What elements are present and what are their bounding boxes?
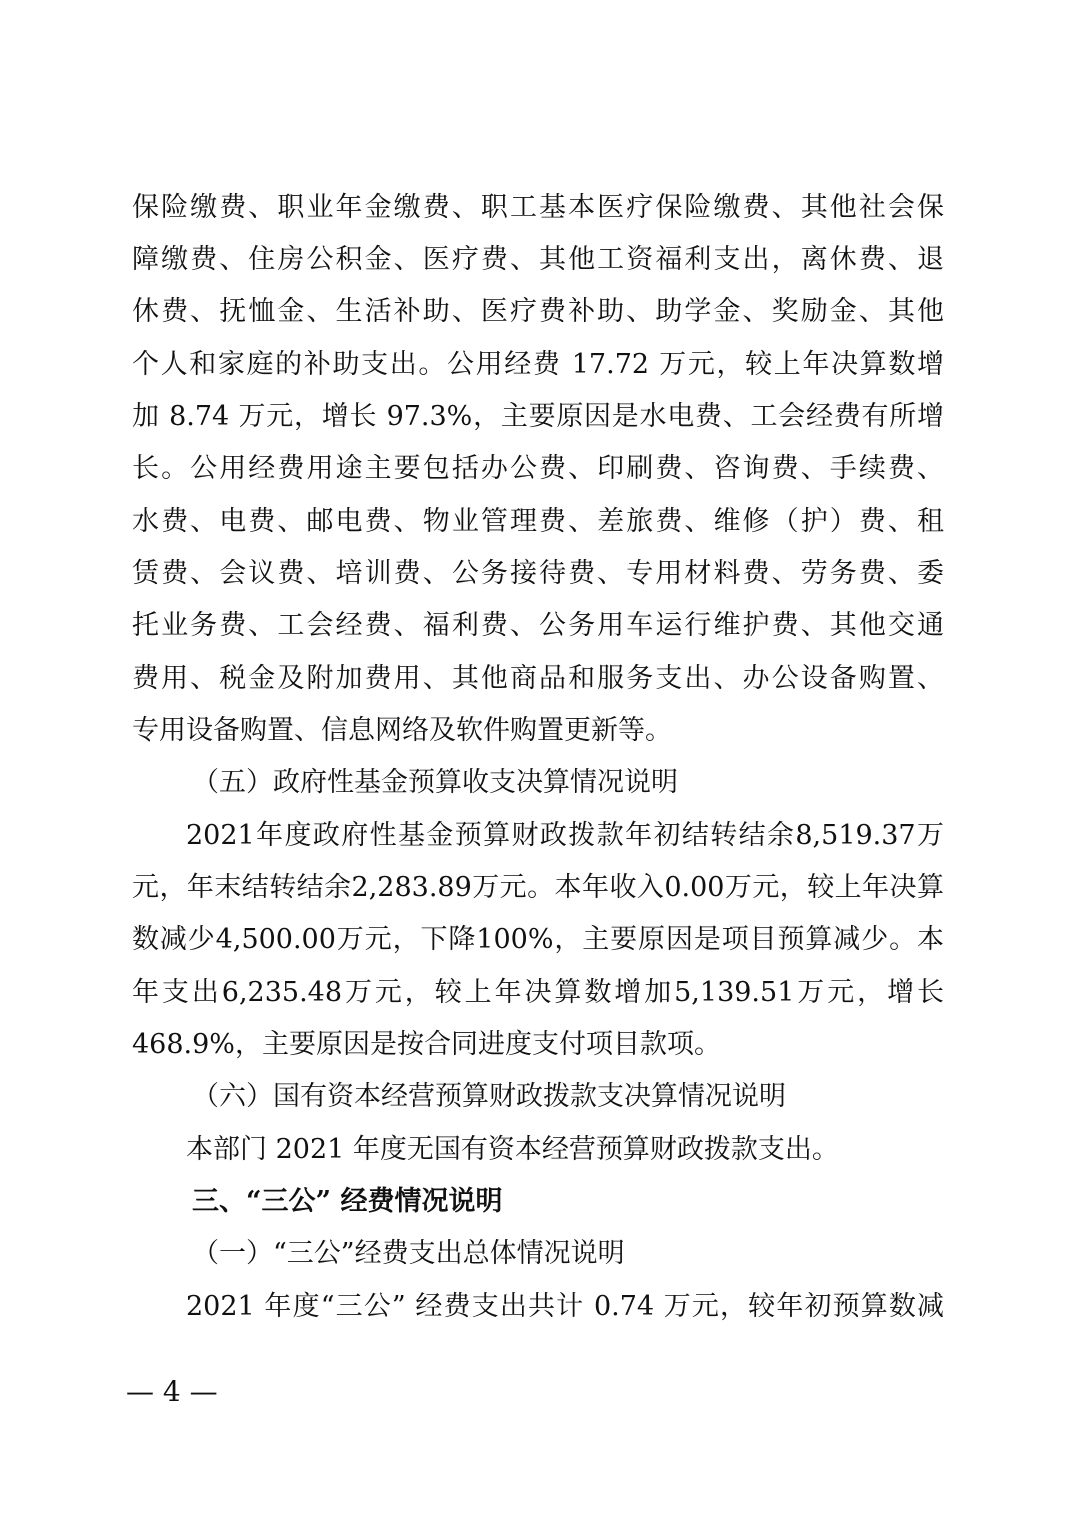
section-6-line: 本部门 2021 年度无国有资本经营预算财政拨款支出。 xyxy=(186,1134,839,1165)
section-5-line-1: 2021年度政府性基金预算财政拨款年初结转结余8,519.37万 xyxy=(186,820,944,851)
body-line-9: 托业务费、工会经费、福利费、公务用车运行维护费、其他交通 xyxy=(132,610,944,641)
section-5-line-5: 468.9%，主要原因是按合同进度支付项目款项。 xyxy=(132,1029,721,1060)
section-5-line-2: 元，年末结转结余2,283.89万元。本年收入0.00万元，较上年决算 xyxy=(132,872,944,903)
body-line-10: 费用、税金及附加费用、其他商品和服务支出、办公设备购置、 xyxy=(132,663,944,694)
body-line-1: 保险缴费、职业年金缴费、职工基本医疗保险缴费、其他社会保 xyxy=(132,192,944,223)
section-3-line: 2021 年度“三公” 经费支出共计 0.74 万元，较年初预算数减 xyxy=(186,1291,944,1322)
section-5-heading: （五）政府性基金预算收支决算情况说明 xyxy=(192,767,678,798)
section-5-line-3: 数减少4,500.00万元，下降100%，主要原因是项目预算减少。本 xyxy=(132,924,944,955)
body-line-3: 休费、抚恤金、生活补助、医疗费补助、助学金、奖励金、其他 xyxy=(132,296,944,327)
page-number: — 4 — xyxy=(126,1375,218,1408)
body-line-7: 水费、电费、邮电费、物业管理费、差旅费、维修（护）费、租 xyxy=(132,506,944,537)
section-3-heading: 三、“三公” 经费情况说明 xyxy=(192,1186,503,1217)
section-6-heading: （六）国有资本经营预算财政拨款支决算情况说明 xyxy=(192,1081,786,1112)
body-line-8: 赁费、会议费、培训费、公务接待费、专用材料费、劳务费、委 xyxy=(132,558,944,589)
section-3-subheading: （一）“三公”经费支出总体情况说明 xyxy=(192,1238,625,1269)
body-line-6: 长。公用经费用途主要包括办公费、印刷费、咨询费、手续费、 xyxy=(132,453,944,484)
body-line-4: 个人和家庭的补助支出。公用经费 17.72 万元，较上年决算数增 xyxy=(132,349,944,380)
body-line-11: 专用设备购置、信息网络及软件购置更新等。 xyxy=(132,715,672,746)
body-line-2: 障缴费、住房公积金、医疗费、其他工资福利支出，离休费、退 xyxy=(132,244,944,275)
section-5-line-4: 年支出6,235.48万元，较上年决算数增加5,139.51万元，增长 xyxy=(132,977,944,1008)
body-line-5: 加 8.74 万元，增长 97.3%，主要原因是水电费、工会经费有所增 xyxy=(132,401,944,432)
